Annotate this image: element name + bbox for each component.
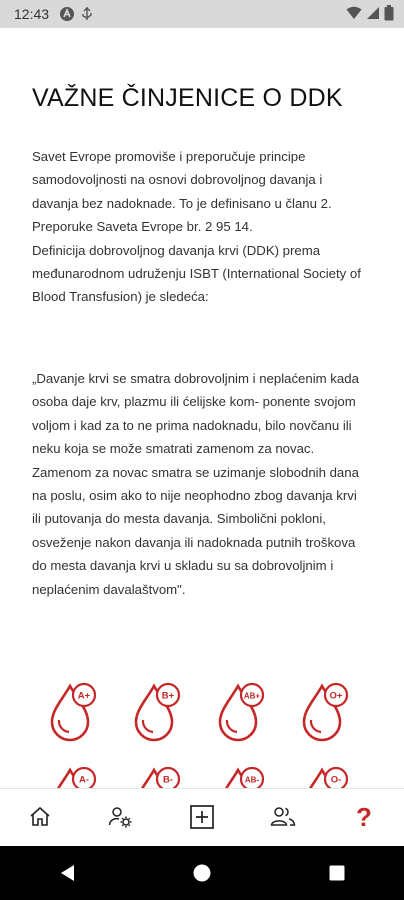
add-box-icon bbox=[189, 804, 215, 830]
paragraph-line: ili putovanja do mesta davanja. Simbolični pokloni, bbox=[32, 511, 326, 527]
help-label: ? bbox=[355, 802, 372, 831]
blood-drop-icon bbox=[48, 680, 98, 742]
page-title: VAŽNE ČINJENICE O DDK bbox=[32, 84, 343, 112]
home-circle-icon bbox=[192, 863, 212, 883]
blood-drop-icon bbox=[216, 680, 266, 742]
status-bar bbox=[0, 0, 404, 28]
paragraph-line: neku koja se može smatrati zamenom za novac. bbox=[32, 441, 315, 457]
paragraph-line: voljom i kad za to ne prima nadoknadu, bilo novčanu ili bbox=[32, 417, 352, 433]
system-recents-button[interactable] bbox=[317, 853, 357, 893]
system-back-button[interactable] bbox=[47, 853, 87, 893]
nav-community[interactable] bbox=[263, 797, 303, 837]
blood-drop-icon bbox=[300, 680, 350, 742]
paragraph-line: na poslu, osim ako to nije neophodno zbog davanja krvi bbox=[32, 488, 357, 504]
user-settings-icon bbox=[108, 805, 134, 829]
paragraph-line: samodovoljnosti na osnovi dobrovoljnog davanja i bbox=[32, 172, 323, 188]
blood-type-label: AB+ bbox=[243, 691, 261, 701]
blood-type-label: A+ bbox=[77, 690, 91, 702]
blood-type-label: AB- bbox=[244, 775, 260, 785]
paragraph-line: do mesta davanja krvi u skladu su sa dobrovoljnim i bbox=[32, 558, 334, 574]
blood-drop-icon bbox=[300, 764, 350, 788]
home-icon bbox=[28, 805, 52, 829]
quote-paragraph bbox=[32, 367, 377, 601]
intro-paragraph bbox=[32, 145, 377, 309]
paragraph-line: Blood Transfusion) je sledeća: bbox=[32, 289, 209, 305]
blood-type-label: B- bbox=[162, 774, 174, 786]
paragraph-line: osoba daje krv, plazmu ili ćelijske kom- ponente svojom bbox=[32, 394, 356, 410]
blood-drop-icon bbox=[132, 680, 182, 742]
article-content[interactable] bbox=[0, 28, 404, 788]
recents-square-icon bbox=[328, 864, 346, 882]
nav-add[interactable] bbox=[182, 797, 222, 837]
paragraph-line: osveženje nakon davanja ili nadoknada putnih troškova bbox=[32, 534, 356, 550]
paragraph-line: neplaćenim davalaštvom". bbox=[32, 581, 186, 597]
help-icon bbox=[352, 803, 376, 831]
blood-type-label: O+ bbox=[329, 690, 343, 702]
status-time: 12:43 bbox=[14, 6, 50, 22]
blood-drop-icon bbox=[216, 764, 266, 788]
blood-drop-icon bbox=[48, 764, 98, 788]
blood-type-label: A- bbox=[78, 774, 90, 786]
app-notification-icon bbox=[59, 6, 75, 22]
people-icon bbox=[270, 806, 296, 828]
paragraph-line: Zamenom za novac smatra se uzimanje slobodnih dana bbox=[32, 464, 359, 480]
system-home-button[interactable] bbox=[182, 853, 222, 893]
bottom-navigation bbox=[0, 788, 404, 844]
back-triangle-icon bbox=[58, 863, 76, 883]
nav-help[interactable] bbox=[344, 797, 384, 837]
system-navigation-bar bbox=[0, 846, 404, 900]
cellular-signal-icon bbox=[366, 6, 380, 23]
paragraph-line: Definicija dobrovoljnog davanja krvi (DDK) prema bbox=[32, 242, 321, 258]
paragraph-line: davanja bez nadoknade. To je definisano u članu 2. bbox=[32, 195, 332, 211]
usb-debug-icon bbox=[81, 6, 93, 22]
paragraph-line: Savet Evrope promoviše i preporučuje principe bbox=[32, 149, 306, 164]
wifi-icon bbox=[346, 6, 362, 23]
blood-type-label: B+ bbox=[161, 690, 175, 702]
paragraph-line: međunarodnom udruženju ISBT (International Society of bbox=[32, 266, 361, 282]
battery-icon bbox=[384, 5, 394, 24]
nav-profile-settings[interactable] bbox=[101, 797, 141, 837]
paragraph-line: „Davanje krvi se smatra dobrovoljnim i neplaćenim kada bbox=[32, 371, 359, 386]
blood-drop-icon bbox=[132, 764, 182, 788]
blood-type-grid bbox=[48, 680, 378, 788]
nav-home[interactable] bbox=[20, 797, 60, 837]
paragraph-line: Preporuke Saveta Evrope br. 2 95 14. bbox=[32, 219, 253, 235]
blood-type-label: O- bbox=[330, 774, 342, 786]
